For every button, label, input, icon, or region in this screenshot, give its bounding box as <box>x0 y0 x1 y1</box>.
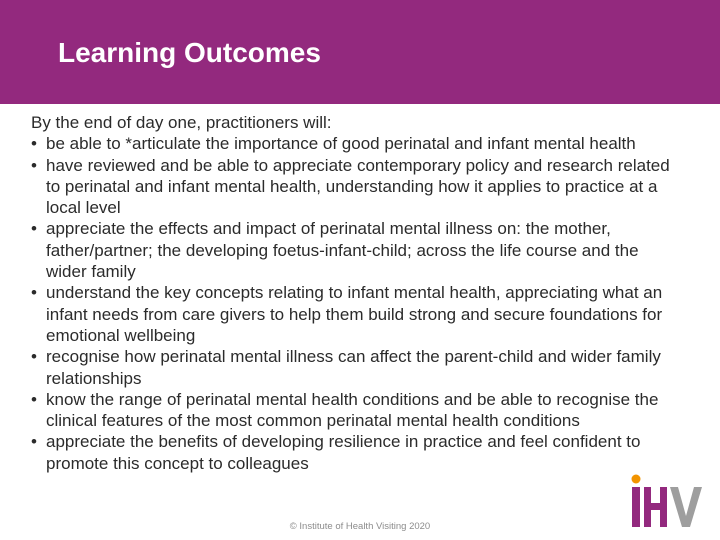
logo-dot <box>632 475 641 484</box>
list-item <box>31 282 681 346</box>
bullet-icon: • <box>31 219 37 239</box>
logo-i <box>632 487 640 527</box>
outcome-text: appreciate the effects and impact of perinatal mental illness on: the mother, father/partner; the developing foetus-infant-child; across the life course and the wider family <box>46 219 639 282</box>
copyright-footer: © Institute of Health Visiting 2020 <box>289 521 431 532</box>
outcome-text: appreciate the benefits of developing resilience in practice and feel confident to promote this concept to colleagues <box>46 432 641 473</box>
bullet-icon: • <box>31 432 37 452</box>
outcome-text: be able to *articulate the importance of good perinatal and infant mental health <box>46 134 636 154</box>
bullet-icon: • <box>31 347 37 367</box>
outcome-text: recognise how perinatal mental illness can affect the parent-child and wider family relationships <box>46 347 661 388</box>
list-item <box>31 155 681 219</box>
title-banner <box>0 0 720 104</box>
list-item <box>31 346 681 389</box>
bullet-icon: • <box>31 134 37 154</box>
logo-v <box>670 487 702 527</box>
logo-h-bar <box>651 503 660 510</box>
bullet-icon: • <box>31 389 37 409</box>
bullet-icon: • <box>31 155 37 175</box>
list-item <box>31 218 681 282</box>
page-title: Learning Outcomes <box>58 37 321 68</box>
intro-text: By the end of day one, practitioners will: <box>31 113 332 132</box>
bullet-icon: • <box>31 283 37 303</box>
outcome-text: understand the key concepts relating to infant mental health, appreciating what an infant needs from care givers to help them build strong and secure foundations for emotional wellbeing <box>46 283 663 345</box>
list-item <box>31 431 681 474</box>
outcome-text: know the range of perinatal mental health conditions and be able to recognise the clinical features of the most common perinatal mental health conditions <box>46 389 659 431</box>
outcome-text: have reviewed and be able to appreciate contemporary policy and research related to perinatal and infant mental health, understanding how it applies to practice at a local level <box>46 155 670 218</box>
logo-h-right <box>660 487 667 527</box>
outcomes-list <box>31 133 681 474</box>
logo-h-left <box>644 487 651 527</box>
slide-body <box>31 112 681 474</box>
list-item <box>31 389 681 432</box>
ihv-logo-icon <box>628 474 712 530</box>
list-item <box>31 133 681 154</box>
